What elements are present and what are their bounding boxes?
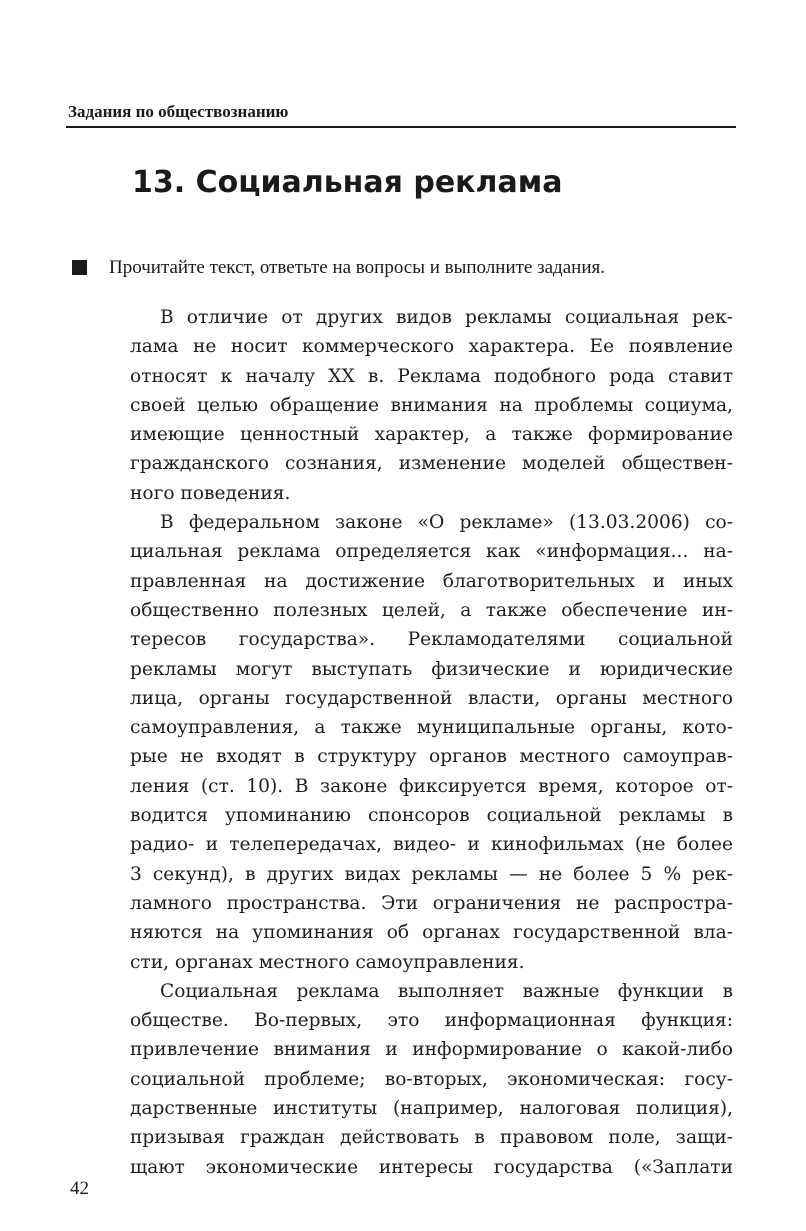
text-line: щают экономические интересы государства («Заплати bbox=[130, 1156, 733, 1178]
text-line: Социальная реклама выполняет важные функции в bbox=[160, 980, 733, 1002]
running-header: Задания по обществознанию bbox=[68, 102, 289, 121]
text-line: гражданского сознания, изменение моделей обществен- bbox=[130, 453, 733, 475]
text-line: социальной проблеме; во-вторых, экономическая: госу- bbox=[130, 1068, 733, 1090]
square-bullet-icon bbox=[72, 260, 87, 275]
text-line: привлечение внимания и информирование о какой-либо bbox=[130, 1039, 733, 1061]
text-line: имеющие ценностный характер, а также формирование bbox=[130, 424, 733, 446]
text-line: дарственные институты (например, налоговая полиция), bbox=[130, 1098, 733, 1120]
chapter-title: 13. Социальная реклама bbox=[132, 165, 563, 200]
text-line: призывая граждан действовать в правовом поле, защи- bbox=[130, 1127, 733, 1149]
text-line: водится упоминанию спонсоров социальной рекламы в bbox=[130, 805, 733, 827]
page-number: 42 bbox=[70, 1178, 89, 1199]
text-line: циальная реклама определяется как «информация... на- bbox=[130, 541, 733, 563]
text-line: лица, органы государственной власти, органы местного bbox=[130, 687, 733, 709]
text-line: радио- и телепередачах, видео- и кинофильмах (не более bbox=[130, 834, 733, 856]
text-line: своей целью обращение внимания на проблемы социума, bbox=[130, 394, 733, 416]
text-line: самоуправления, а также муниципальные органы, кото- bbox=[130, 717, 733, 739]
text-line: сти, органах местного самоуправления. bbox=[130, 951, 525, 973]
text-line: относят к началу XX в. Реклама подобного рода ставит bbox=[130, 365, 733, 387]
text-line: обществе. Во-первых, это информационная функция: bbox=[130, 1010, 733, 1032]
text-line: рые не входят в структуру органов местного самоуправ- bbox=[130, 746, 733, 768]
text-line: ного поведения. bbox=[130, 482, 291, 504]
text-line: 3 секунд), в других видах рекламы — не более 5 % рек- bbox=[130, 863, 733, 885]
body-text bbox=[130, 303, 733, 1182]
task-instruction bbox=[72, 255, 736, 281]
text-line: ления (ст. 10). В законе фиксируется время, которое от- bbox=[130, 775, 733, 797]
text-line: общественно полезных целей, а также обеспечение ин- bbox=[130, 599, 733, 621]
text-line: ламного пространства. Эти ограничения не распростра- bbox=[130, 892, 733, 914]
header-rule bbox=[66, 126, 736, 128]
task-instruction-text: Прочитайте текст, ответьте на вопросы и выполните задания. bbox=[109, 257, 605, 278]
text-line: лама не носит коммерческого характера. Ее появление bbox=[130, 336, 733, 358]
text-line: правленная на достижение благотворительных и иных bbox=[130, 570, 733, 592]
text-line: тересов государства». Рекламодателями социальной bbox=[130, 629, 733, 651]
text-line: В федеральном законе «О рекламе» (13.03.2006) со- bbox=[160, 512, 733, 534]
text-line: В отличие от других видов рекламы социальная рек- bbox=[160, 307, 733, 328]
text-line: няются на упоминания об органах государственной вла- bbox=[130, 922, 733, 944]
text-line: рекламы могут выступать физические и юридические bbox=[130, 658, 733, 680]
